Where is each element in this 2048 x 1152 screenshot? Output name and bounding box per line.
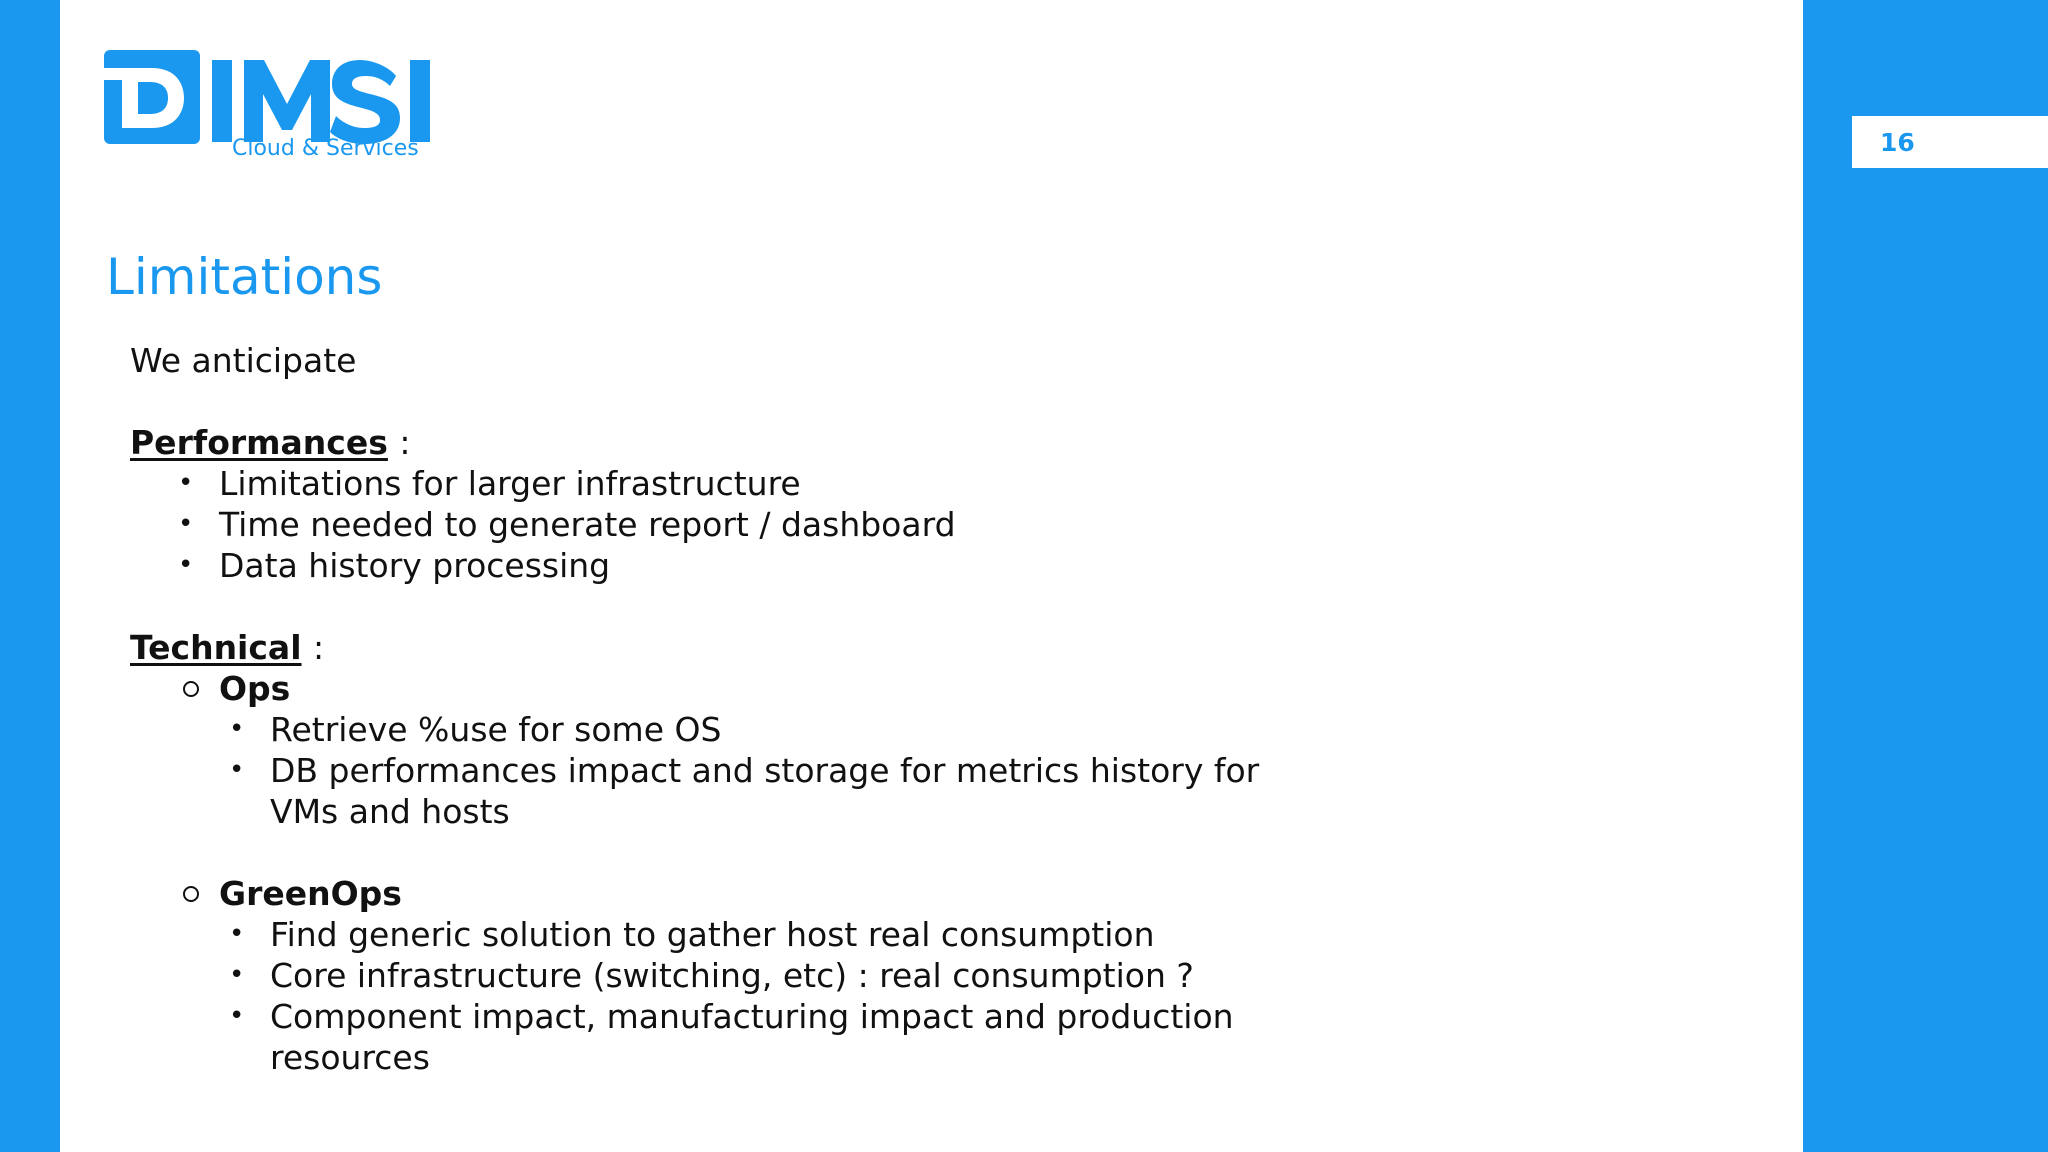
page-number-box xyxy=(1852,116,2048,168)
list-item: • Core infrastructure (switching, etc) : real consumption ? xyxy=(130,955,1290,996)
slide-body xyxy=(130,340,1290,1078)
list-item: • Limitations for larger infrastructure xyxy=(130,463,1290,504)
page-number: 16 xyxy=(1880,128,1915,157)
list-item-continuation: resources xyxy=(270,1038,430,1077)
greenops-subheading: GreenOps xyxy=(130,873,1290,914)
list-item: • Retrieve %use for some OS xyxy=(130,709,1290,750)
intro-text: We anticipate xyxy=(130,341,357,380)
list-item: • Time needed to generate report / dashboard xyxy=(130,504,1290,545)
slide-title: Limitations xyxy=(106,248,383,306)
technical-heading-text: Technical xyxy=(130,628,302,667)
list-item-continuation: VMs and hosts xyxy=(270,792,510,831)
technical-colon: : xyxy=(313,628,325,667)
list-item: • Component impact, manufacturing impact and production xyxy=(130,996,1290,1037)
list-item: • Data history processing xyxy=(130,545,1290,586)
list-item: • DB performances impact and storage for metrics history for xyxy=(130,750,1290,791)
performances-heading-text: Performances xyxy=(130,423,388,462)
logo-tagline: Cloud & Services xyxy=(232,136,419,161)
performances-colon: : xyxy=(399,423,411,462)
performances-heading xyxy=(130,422,1290,463)
ops-subheading: Ops xyxy=(130,668,1290,709)
technical-heading xyxy=(130,627,1290,668)
list-item: • Find generic solution to gather host real consumption xyxy=(130,914,1290,955)
